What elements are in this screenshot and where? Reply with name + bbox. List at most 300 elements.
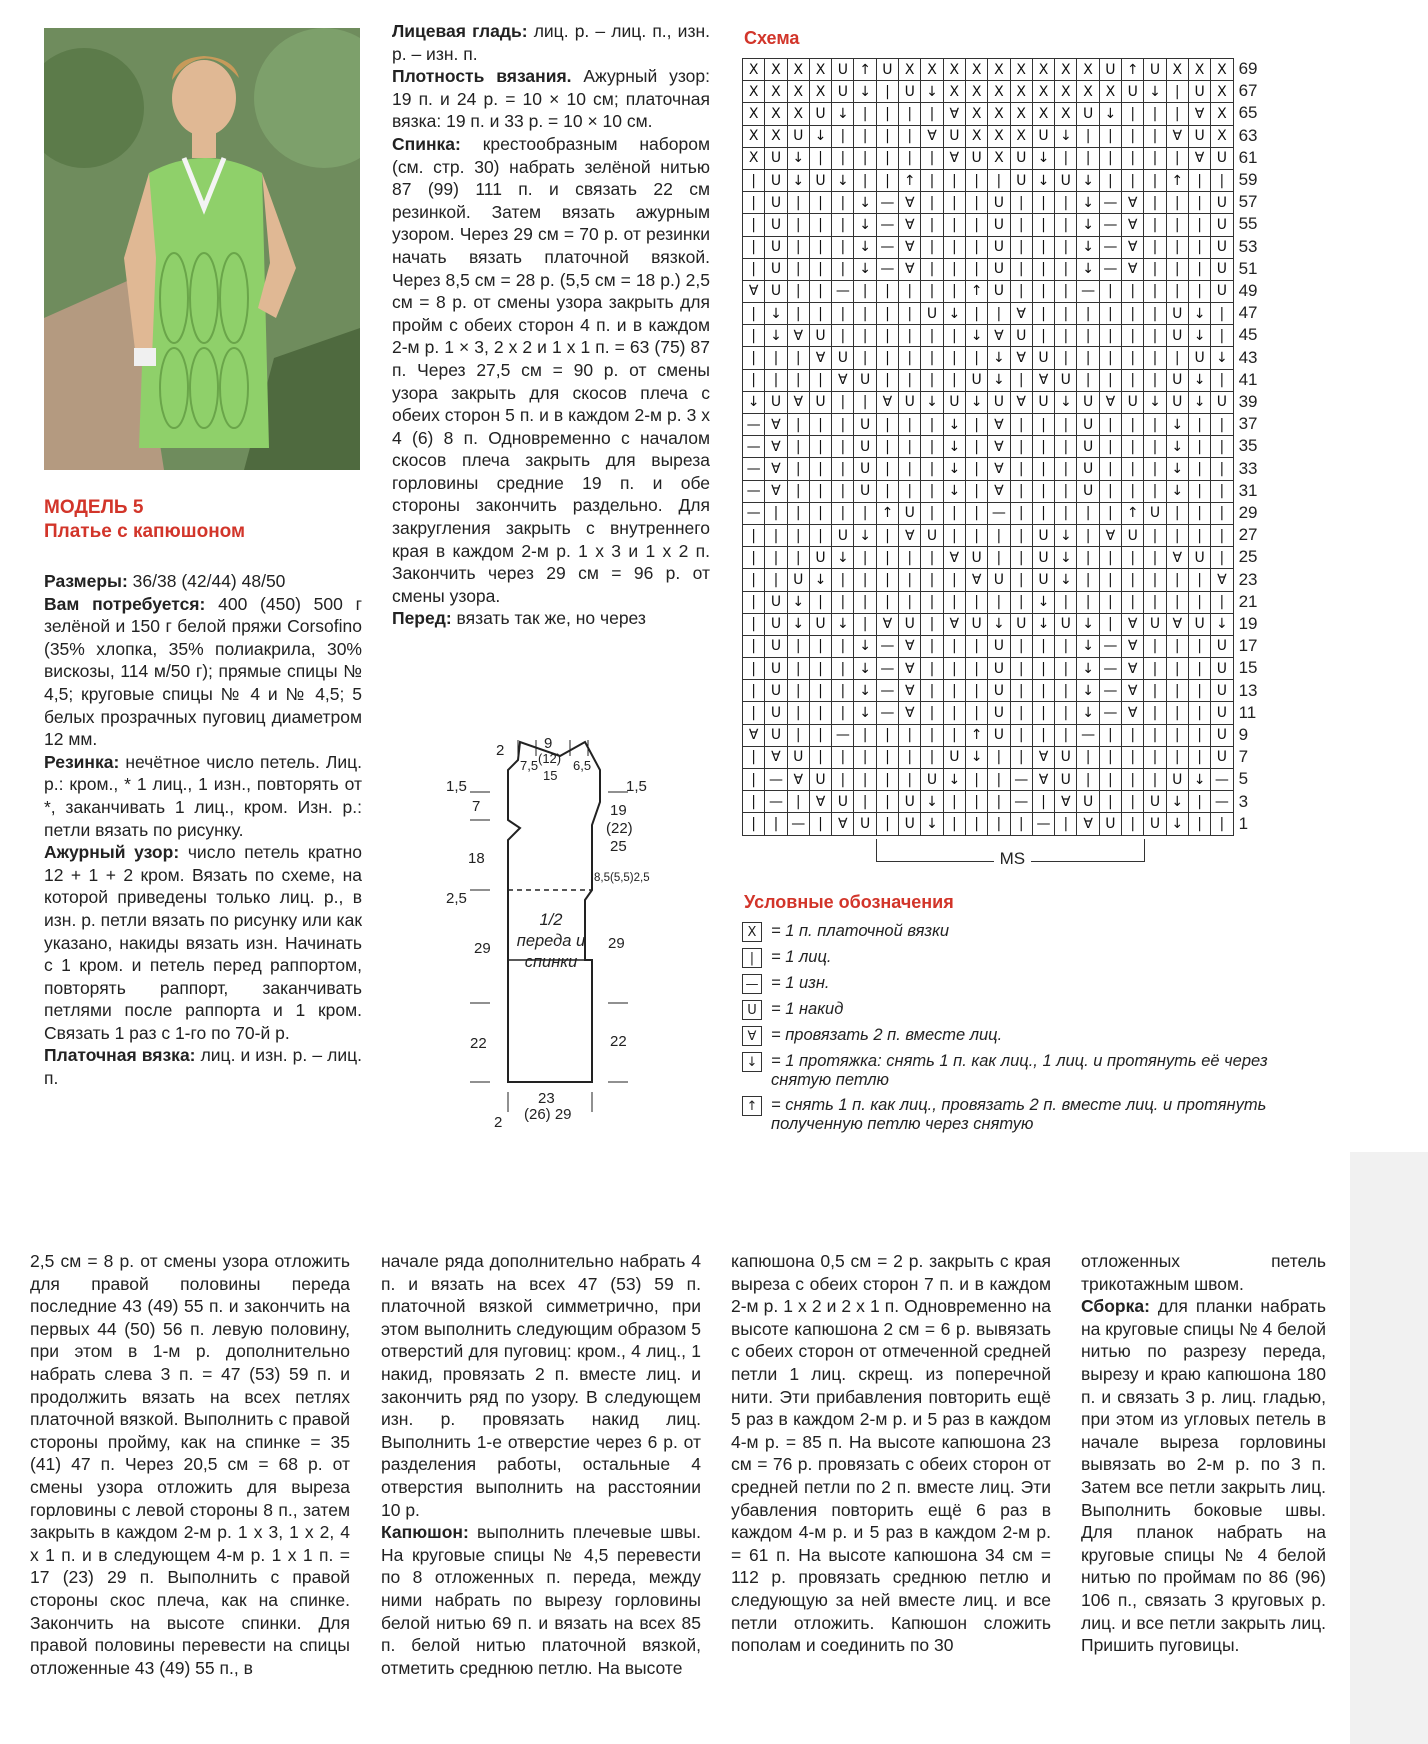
chart-cell: U [1144, 59, 1166, 81]
chart-cell: | [1033, 658, 1055, 680]
chart-cell: | [1144, 414, 1166, 436]
chart-cell: | [877, 525, 899, 547]
chart-cell: X [1033, 81, 1055, 103]
dim-top-6-5: 6,5 [573, 758, 592, 773]
legend-symbol-icon: — [742, 974, 762, 994]
chart-cell: | [1167, 503, 1189, 525]
chart-cell: ∀ [988, 436, 1010, 458]
chart-cell: | [1189, 636, 1211, 658]
chart-cell: ∀ [1011, 392, 1033, 414]
chart-cell: | [921, 347, 943, 369]
chart-row-number: 15 [1238, 658, 1258, 678]
chart-cell: U [899, 813, 921, 835]
chart-cell: | [788, 680, 810, 702]
chart-cell: | [743, 259, 765, 281]
chart-row-number: 39 [1238, 392, 1258, 411]
chart-cell: U [988, 214, 1010, 236]
chart-cell: ∀ [810, 791, 832, 813]
chart-cell: ∀ [1033, 370, 1055, 392]
chart-cell: | [832, 303, 854, 325]
chart-cell: ↓ [832, 614, 854, 636]
chart-cell: | [877, 769, 899, 791]
chart-cell: | [832, 569, 854, 591]
chart-cell: | [1189, 725, 1211, 747]
chart-cell: | [1033, 702, 1055, 724]
chart-title: Схема [744, 28, 800, 48]
chart-cell: | [743, 547, 765, 569]
chart-row [743, 81, 1234, 103]
chart-cell: U [1189, 547, 1211, 569]
chart-cell: | [1055, 725, 1077, 747]
chart-cell: X [1189, 59, 1211, 81]
chart-cell: U [1189, 347, 1211, 369]
chart-cell: ↓ [966, 392, 988, 414]
chart-cell: | [832, 658, 854, 680]
chart-row [743, 59, 1234, 81]
chart-cell: ↓ [988, 347, 1010, 369]
chart-cell: ∀ [788, 325, 810, 347]
chart-cell: U [966, 614, 988, 636]
chart-cell: U [899, 614, 921, 636]
chart-cell: — [1011, 791, 1033, 813]
chart-cell: | [944, 503, 966, 525]
chart-cell: ∀ [1122, 658, 1144, 680]
chart-cell: | [810, 281, 832, 303]
chart-cell: X [1077, 81, 1099, 103]
chart-cell: ∀ [899, 658, 921, 680]
garter-text: лиц. и изн. р. – лиц. п. [44, 1045, 362, 1089]
chart-cell: | [1122, 126, 1144, 148]
chart-cell: | [788, 547, 810, 569]
chart-cell: | [832, 769, 854, 791]
chart-cell: ↓ [921, 791, 943, 813]
chart-cell: — [1100, 680, 1122, 702]
chart-cell: | [854, 725, 876, 747]
bottom-text-1: 2,5 см = 8 р. от смены узора отложить для правой половины переда последние 43 (49) 55 п. и закончить на первых 44 (50) 56 п. левую половину, при этом в 1-м р. дополнительно набрать слева 3 п. = 47 (53) 59 п. и продолжить вязать на всех петлях платочной вязкой. Выполнить с правой стороны пройму, как на спинке = 35 (41) 47 п. Через 20,5 см = 68 р. от смены узора отложить для выреза горловины с левой стороны 8 п., затем закрыть в каждом 2-м р. 1 х 3, 1 х 2, 4 х 1 п. и в следующем 4-м р. 1 х 1 п. = 17 (23) 29 п. Выполнить с правой стороны скос плеча, как на спинке. Закончить на высоте спинки. Для правой половины перевести на спицы отложенные 43 (49) 55 п., в [30, 1251, 350, 1678]
chart-cell: ↓ [1055, 569, 1077, 591]
chart-cell: | [1055, 214, 1077, 236]
chart-row-number: 51 [1238, 258, 1258, 278]
chart-cell: | [1211, 503, 1233, 525]
chart-cell: U [1077, 414, 1099, 436]
chart-cell: | [1100, 592, 1122, 614]
chart-cell: | [788, 237, 810, 259]
chart-cell: | [743, 325, 765, 347]
chart-cell: | [877, 481, 899, 503]
chart-cell: | [832, 702, 854, 724]
chart-cell: ↓ [1033, 614, 1055, 636]
chart-cell: | [1077, 747, 1099, 769]
chart-cell: ↑ [899, 170, 921, 192]
chart-cell: | [1033, 725, 1055, 747]
chart-cell: | [1100, 414, 1122, 436]
chart-cell: | [1167, 214, 1189, 236]
chart-cell: ↓ [854, 237, 876, 259]
chart-cell: — [877, 192, 899, 214]
dim-left-22: 22 [470, 1035, 487, 1052]
chart-cell: ↓ [788, 614, 810, 636]
chart-cell: | [810, 370, 832, 392]
chart-cell: | [1167, 259, 1189, 281]
chart-cell: | [966, 192, 988, 214]
chart-cell: | [1167, 569, 1189, 591]
chart-cell: U [1033, 126, 1055, 148]
chart-row [743, 636, 1234, 658]
dim-left-18: 18 [468, 850, 485, 867]
chart-cell: | [921, 259, 943, 281]
chart-cell: | [966, 481, 988, 503]
chart-cell: | [1189, 414, 1211, 436]
dim-bottom-23: 23 [538, 1090, 555, 1107]
rib-label: Резинка: [44, 751, 120, 772]
chart-cell: | [1100, 347, 1122, 369]
chart-cell: ↓ [832, 547, 854, 569]
chart-cell: ↓ [966, 747, 988, 769]
dim-right-22: (22) [606, 820, 633, 837]
chart-cell: | [899, 725, 921, 747]
chart-cell: ↓ [1189, 370, 1211, 392]
assembly-label: Сборка: [1081, 1296, 1150, 1317]
chart-cell: | [1011, 237, 1033, 259]
chart-row [743, 547, 1234, 569]
chart-cell: | [944, 702, 966, 724]
dim-top-7-5: 7,5 [520, 758, 539, 773]
chart-cell: U [1211, 658, 1233, 680]
chart-cell: | [944, 525, 966, 547]
chart-cell: | [944, 214, 966, 236]
chart-cell: | [1167, 237, 1189, 259]
chart-cell: U [988, 392, 1010, 414]
chart-cell: | [921, 370, 943, 392]
chart-cell: | [944, 347, 966, 369]
chart-cell: | [1122, 436, 1144, 458]
chart-cell: | [832, 503, 854, 525]
chart-cell: | [944, 192, 966, 214]
legend-symbol-icon: X [742, 922, 762, 942]
chart-cell: | [788, 259, 810, 281]
chart-cell: U [1211, 725, 1233, 747]
chart-cell: ↓ [1077, 192, 1099, 214]
chart-cell: | [1011, 547, 1033, 569]
chart-cell: ∀ [1189, 103, 1211, 125]
chart-cell: | [1122, 481, 1144, 503]
chart-cell: U [899, 791, 921, 813]
chart-cell: | [899, 126, 921, 148]
chart-cell: ↓ [788, 148, 810, 170]
chart-cell: | [743, 680, 765, 702]
chart-cell: | [788, 525, 810, 547]
legend-symbol-icon: | [742, 948, 762, 968]
chart-cell: ∀ [765, 458, 787, 480]
chart-cell: | [921, 636, 943, 658]
chart-cell: — [765, 791, 787, 813]
dim-top-2: 2 [496, 742, 505, 759]
chart-cell: | [899, 458, 921, 480]
chart-row [743, 303, 1234, 325]
chart-cell: | [1144, 281, 1166, 303]
chart-cell: U [854, 481, 876, 503]
chart-cell: | [1167, 636, 1189, 658]
chart-cell: | [1189, 747, 1211, 769]
chart-cell: X [988, 148, 1010, 170]
chart-cell: — [743, 414, 765, 436]
chart-row [743, 569, 1234, 591]
chart-cell: ↓ [1189, 303, 1211, 325]
chart-cell: U [765, 192, 787, 214]
chart-cell: | [1189, 525, 1211, 547]
chart-cell: | [1167, 658, 1189, 680]
chart-cell: | [1122, 725, 1144, 747]
chart-cell: U [966, 370, 988, 392]
chart-cell: | [1033, 281, 1055, 303]
chart-cell: — [988, 503, 1010, 525]
chart-cell: | [1144, 658, 1166, 680]
materials-label: Вам потребуется: [44, 593, 206, 614]
chart-cell: | [810, 303, 832, 325]
chart-cell: | [1100, 303, 1122, 325]
chart-cell: | [988, 592, 1010, 614]
chart-cell: | [899, 303, 921, 325]
chart-cell: | [1011, 636, 1033, 658]
chart-cell: | [1189, 214, 1211, 236]
chart-cell: | [944, 259, 966, 281]
chart-cell: | [988, 525, 1010, 547]
chart-cell: ↓ [854, 525, 876, 547]
chart-cell: ∀ [899, 636, 921, 658]
chart-cell: U [1077, 436, 1099, 458]
chart-cell: | [743, 658, 765, 680]
chart-row [743, 148, 1234, 170]
chart-cell: X [1011, 81, 1033, 103]
chart-cell: ↓ [765, 325, 787, 347]
legend-text: = 1 накид [771, 1000, 844, 1018]
chart-cell: U [966, 547, 988, 569]
chart-cell: U [1122, 81, 1144, 103]
chart-cell: | [1122, 370, 1144, 392]
chart-cell: U [1211, 702, 1233, 724]
chart-cell: — [1077, 281, 1099, 303]
chart-cell: | [854, 503, 876, 525]
chart-cell: | [877, 725, 899, 747]
chart-cell: | [944, 281, 966, 303]
chart-cell: ↓ [788, 592, 810, 614]
chart-cell: | [877, 347, 899, 369]
chart-row [743, 126, 1234, 148]
chart-cell: | [1144, 103, 1166, 125]
chart-cell: ∀ [765, 436, 787, 458]
chart-cell: ∀ [1122, 702, 1144, 724]
chart-cell: U [988, 192, 1010, 214]
chart-cell: | [1077, 325, 1099, 347]
chart-cell: U [1211, 259, 1233, 281]
chart-cell: ↓ [1167, 436, 1189, 458]
chart-cell: | [1011, 503, 1033, 525]
chart-cell: ↓ [1189, 325, 1211, 347]
chart-cell: ∀ [988, 414, 1010, 436]
chart-row [743, 103, 1234, 125]
chart-cell: | [1033, 325, 1055, 347]
chart-grid [742, 58, 1234, 836]
chart-cell: | [1167, 725, 1189, 747]
chart-cell: | [1122, 769, 1144, 791]
dim-bottom-26: (26) 29 [524, 1106, 572, 1123]
chart-cell: | [1100, 370, 1122, 392]
chart-cell: ↑ [1122, 503, 1144, 525]
chart-cell: ↓ [832, 170, 854, 192]
chart-row-number: 11 [1238, 702, 1257, 722]
chart-cell: ↓ [1211, 347, 1233, 369]
chart-cell: — [1100, 702, 1122, 724]
chart-cell: ↓ [854, 680, 876, 702]
chart-cell: X [988, 126, 1010, 148]
chart-cell: | [966, 592, 988, 614]
legend-item [742, 1096, 1282, 1134]
chart-cell: | [966, 436, 988, 458]
chart-cell: | [1100, 436, 1122, 458]
chart-cell: | [1144, 126, 1166, 148]
chart-cell: U [854, 414, 876, 436]
chart-cell: | [1167, 81, 1189, 103]
chart-cell: | [877, 458, 899, 480]
chart-cell: U [988, 658, 1010, 680]
chart-cell: | [988, 547, 1010, 569]
chart-cell: U [1167, 303, 1189, 325]
gauge-text: Ажурный узор: 19 п. и 24 р. = 10 × 10 см; платочная вязка: 19 п. и 33 р. = 10 × 10 см. [392, 66, 710, 132]
chart-cell: | [765, 525, 787, 547]
chart-cell: | [988, 791, 1010, 813]
chart-cell: ∀ [1011, 347, 1033, 369]
chart-cell: | [832, 414, 854, 436]
chart-cell: ∀ [765, 481, 787, 503]
chart-cell: — [877, 259, 899, 281]
chart-cell: | [1144, 636, 1166, 658]
chart-cell: | [854, 592, 876, 614]
chart-cell: | [1055, 636, 1077, 658]
chart-cell: U [988, 569, 1010, 591]
chart-cell: | [1077, 370, 1099, 392]
legend-item [742, 974, 1282, 994]
chart-row [743, 237, 1234, 259]
model-number: МОДЕЛЬ 5 [44, 497, 144, 518]
chart-row [743, 813, 1234, 835]
chart-row-number: 43 [1238, 347, 1258, 367]
chart-cell: | [810, 725, 832, 747]
chart-row-number: 37 [1238, 414, 1258, 434]
chart-cell: ↓ [1189, 392, 1211, 414]
chart-cell: ∀ [1122, 192, 1144, 214]
legend-symbol-icon: ↓ [742, 1052, 762, 1072]
chart-cell: | [1055, 592, 1077, 614]
knitting-chart [742, 58, 1300, 868]
chart-cell: | [1033, 214, 1055, 236]
chart-cell: | [1055, 303, 1077, 325]
chart-cell: ↓ [944, 769, 966, 791]
chart-cell: | [743, 237, 765, 259]
chart-cell: U [1167, 370, 1189, 392]
chart-cell: ↓ [1077, 237, 1099, 259]
chart-cell: | [877, 103, 899, 125]
chart-cell: ↓ [854, 636, 876, 658]
chart-cell: U [810, 103, 832, 125]
gauge-label: Плотность вязания. [392, 66, 572, 87]
chart-row-number: 17 [1238, 636, 1258, 656]
chart-cell: U [1077, 458, 1099, 480]
chart-cell: | [1011, 747, 1033, 769]
chart-cell: — [1211, 769, 1233, 791]
chart-cell: | [966, 458, 988, 480]
chart-cell: — [788, 813, 810, 835]
chart-cell: | [810, 503, 832, 525]
chart-cell: U [1011, 614, 1033, 636]
chart-cell: X [966, 59, 988, 81]
chart-cell: — [1100, 192, 1122, 214]
chart-cell: U [1055, 769, 1077, 791]
chart-cell: | [832, 747, 854, 769]
chart-cell: ↓ [854, 214, 876, 236]
chart-cell: | [1011, 702, 1033, 724]
pattern-schematic [440, 730, 700, 1130]
chart-cell: U [877, 59, 899, 81]
chart-cell: | [788, 192, 810, 214]
chart-cell: | [1100, 569, 1122, 591]
chart-cell: ↓ [854, 702, 876, 724]
dim-right-1-5: 1,5 [626, 778, 647, 795]
chart-cell: X [810, 81, 832, 103]
chart-cell: ∀ [877, 614, 899, 636]
chart-cell: U [1144, 614, 1166, 636]
chart-cell: | [1122, 325, 1144, 347]
chart-cell: ↓ [788, 170, 810, 192]
chart-row-number: 13 [1238, 680, 1258, 700]
chart-cell: ∀ [765, 414, 787, 436]
chart-cell: | [788, 481, 810, 503]
chart-cell: | [854, 303, 876, 325]
chart-cell: ∀ [743, 725, 765, 747]
chart-cell: U [1211, 214, 1233, 236]
chart-cell: | [1211, 303, 1233, 325]
chart-cell: | [877, 569, 899, 591]
chart-cell: | [966, 170, 988, 192]
chart-cell: | [810, 592, 832, 614]
chart-cell: ↓ [1033, 170, 1055, 192]
chart-row-number: 27 [1238, 525, 1258, 545]
chart-cell: | [1189, 680, 1211, 702]
dim-right-22b: 22 [610, 1033, 627, 1050]
chart-cell: ↓ [944, 436, 966, 458]
chart-cell: ↓ [1144, 81, 1166, 103]
chart-cell: ∀ [1122, 614, 1144, 636]
chart-cell: | [921, 458, 943, 480]
chart-cell: | [832, 481, 854, 503]
chart-cell: ↓ [1211, 614, 1233, 636]
chart-cell: | [1167, 592, 1189, 614]
chart-cell: ∀ [899, 214, 921, 236]
chart-cell: U [788, 569, 810, 591]
chart-cell: | [1055, 347, 1077, 369]
chart-cell: ↓ [1144, 392, 1166, 414]
chart-cell: | [899, 325, 921, 347]
chart-cell: | [921, 214, 943, 236]
chart-cell: ∀ [899, 680, 921, 702]
legend-item [742, 1052, 1282, 1090]
chart-cell: | [1011, 481, 1033, 503]
chart-cell: | [810, 702, 832, 724]
chart-cell: | [832, 126, 854, 148]
chart-cell: ∀ [988, 481, 1010, 503]
chart-cell: U [1211, 747, 1233, 769]
chart-cell: | [899, 592, 921, 614]
chart-cell: X [765, 126, 787, 148]
